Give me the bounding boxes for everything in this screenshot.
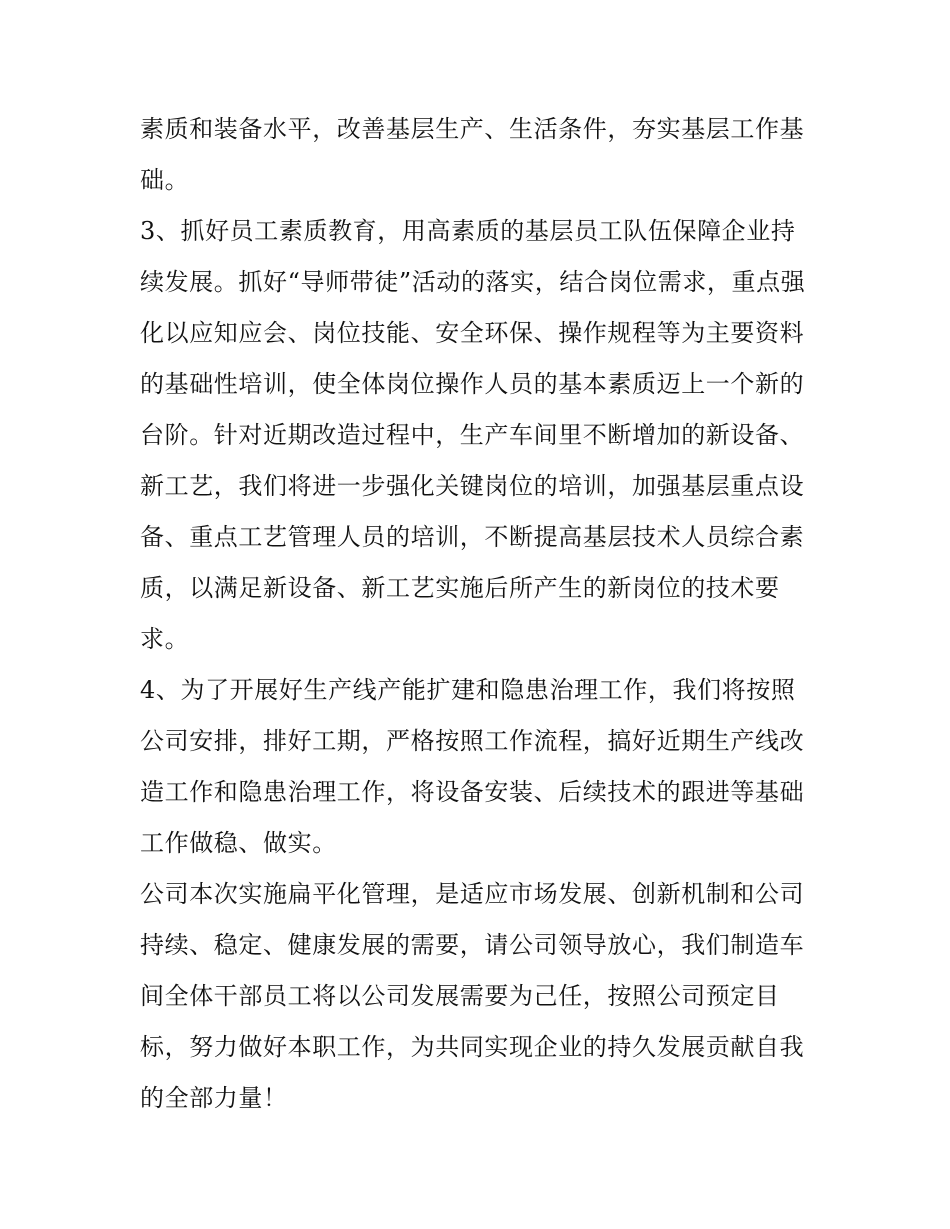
text-line-18: 间全体干部员工将以公司发展需要为己任，按照公司预定目 xyxy=(140,982,780,1010)
document-body xyxy=(140,104,820,1124)
text-line-17: 持续、稳定、健康发展的需要，请公司领导放心，我们制造车 xyxy=(140,931,805,959)
text-line-15: 工作做稳、做实。 xyxy=(140,829,337,857)
text-line-14: 造工作和隐患治理工作，将设备安装、后续技术的跟进等基础 xyxy=(140,778,805,806)
text-line-2: 础。 xyxy=(140,166,190,194)
text-line-20: 的全部力量！ xyxy=(140,1084,288,1112)
text-line-12: 4、为了开展好生产线产能扩建和隐患治理工作，我们将按照 xyxy=(140,676,796,704)
text-line-4: 续发展。抓好“导师带徒”活动的落实，结合岗位需求，重点强 xyxy=(140,268,806,296)
text-line-1: 素质和装备水平，改善基层生产、生活条件，夯实基层工作基 xyxy=(140,115,805,143)
text-line-3: 3、抓好员工素质教育，用高素质的基层员工队伍保障企业持 xyxy=(140,217,796,245)
text-line-5: 化以应知应会、岗位技能、安全环保、操作规程等为主要资料 xyxy=(140,319,805,347)
text-line-11: 求。 xyxy=(140,625,190,653)
text-line-9: 备、重点工艺管理人员的培训，不断提高基层技术人员综合素 xyxy=(140,523,805,551)
text-line-19: 标，努力做好本职工作，为共同实现企业的持久发展贡献自我 xyxy=(140,1033,805,1061)
text-line-16: 公司本次实施扁平化管理，是适应市场发展、创新机制和公司 xyxy=(140,880,805,908)
text-line-13: 公司安排，排好工期，严格按照工作流程，搞好近期生产线改 xyxy=(140,727,805,755)
text-line-7: 台阶。针对近期改造过程中，生产车间里不断增加的新设备、 xyxy=(140,421,805,449)
text-line-10: 质，以满足新设备、新工艺实施后所产生的新岗位的技术要 xyxy=(140,574,780,602)
text-line-8: 新工艺，我们将进一步强化关键岗位的培训，加强基层重点设 xyxy=(140,472,805,500)
text-line-6: 的基础性培训，使全体岗位操作人员的基本素质迈上一个新的 xyxy=(140,370,805,398)
